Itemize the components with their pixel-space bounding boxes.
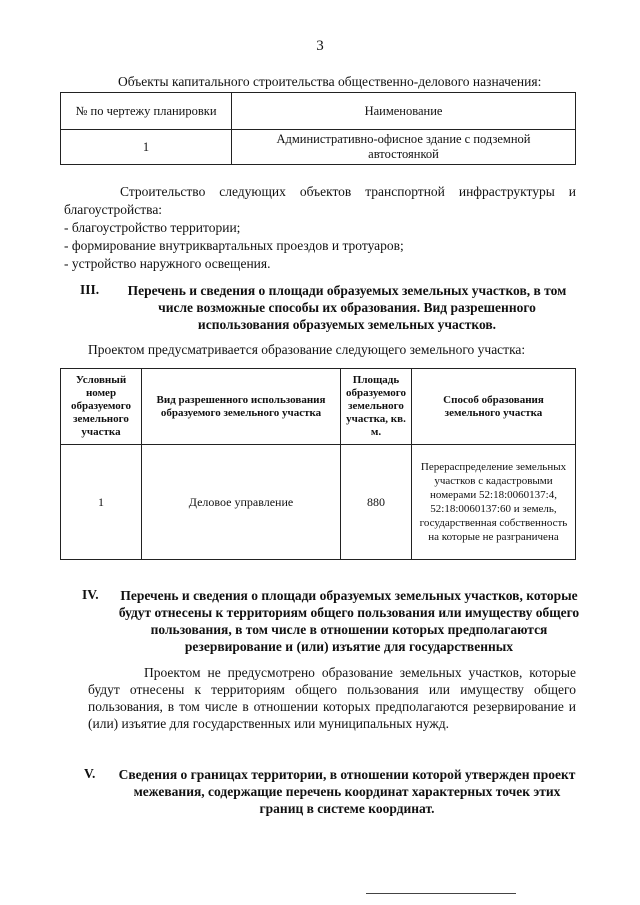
section5-title: Сведения о границах территории, в отношении которой утвержден проект межевания, содержащие перечень координат характерных точек этих границ в системе координат. [118, 767, 576, 816]
table-cell-name: Административно-офисное здание с подземной автостоянкой [232, 130, 576, 165]
footer-divider [366, 893, 516, 894]
list-item: - формирование внутриквартальных проездов и тротуаров; [64, 238, 404, 253]
table-cell-area: 880 [341, 445, 412, 560]
section4-text [88, 664, 576, 732]
table1-caption: Объекты капитального строительства общественно-делового назначения: [118, 74, 542, 89]
page-number: 3 [316, 38, 324, 54]
table-cell-num: 1 [61, 130, 232, 165]
table-cell-use: Деловое управление [142, 445, 341, 560]
header-cell: № по чертежу планировки [61, 93, 232, 130]
header-cell: Наименование [232, 93, 576, 130]
table-cell-method: Перераспределение земельных участков с кадастровыми номерами 52:18:0060137:4, 52:18:0060137:60 и земель, государственная собственность на которые не разграничена [412, 445, 576, 560]
table-row [61, 130, 576, 165]
section3-title: Перечень и сведения о площади образуемых земельных участков, в том числе возможные способы их образования. Вид разрешенного использования образуемых земельных участков. [127, 283, 567, 332]
table-cell-num: 1 [61, 445, 142, 560]
header-cell: Условный номер образуемого земельного участка [61, 369, 142, 445]
table-row [61, 445, 576, 560]
table-header-row [61, 93, 576, 130]
section4-number: IV. [82, 587, 99, 602]
objects-table [60, 92, 576, 165]
header-cell: Вид разрешенного использования образуемого земельного участка [142, 369, 341, 445]
table-header-row [61, 369, 576, 445]
infrastructure-block [64, 183, 576, 273]
section3-intro: Проектом предусматривается образование следующего земельного участка: [88, 342, 526, 357]
infrastructure-intro: Строительство следующих объектов транспортной инфраструктуры и благоустройства: [64, 184, 576, 217]
header-cell: Площадь образуемого земельного участка, кв. м. [341, 369, 412, 445]
header-cell: Способ образования земельного участка [412, 369, 576, 445]
section5-number: V. [84, 766, 96, 781]
list-item: - устройство наружного освещения. [64, 256, 271, 271]
section4-title: Перечень и сведения о площади образуемых земельных участков, которые будут отнесены к территориям общего пользования или имуществу общего пользования, в том числе в отношении которых предполагаются резервирование и (или) изъятие для государственных [118, 588, 580, 654]
list-item: - благоустройство территории; [64, 220, 241, 235]
section4-paragraph: Проектом не предусмотрено образование земельных участков, которые будут отнесены к территориям общего пользования или имуществу общего пользования, в том числе в отношении которых предполагаются резервирование и (или) изъятие для государственных или муниципальных нужд. [88, 665, 576, 731]
land-plot-table [60, 368, 576, 560]
section3-number: III. [80, 282, 100, 297]
